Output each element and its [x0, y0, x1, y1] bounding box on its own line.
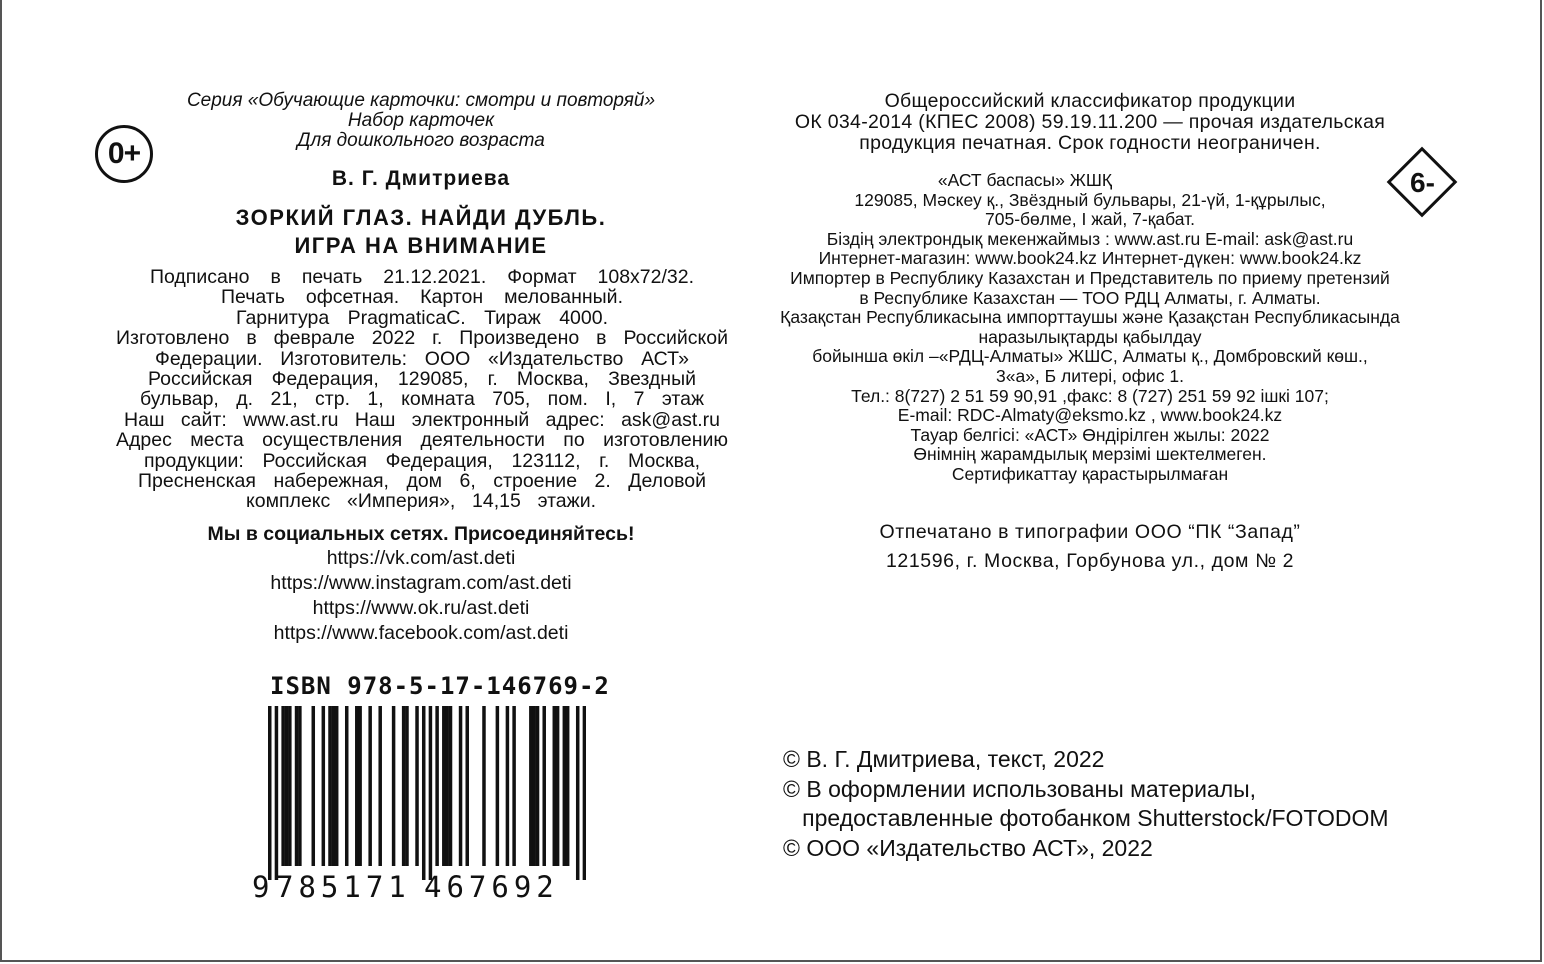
barcode-bar: [332, 706, 336, 866]
imprint-line: продукции: Российская Федерация, 123112, г. Москва,: [144, 449, 700, 472]
barcode-bar: [345, 706, 349, 866]
social-link-vk[interactable]: https://vk.com/ast.deti: [326, 547, 516, 569]
copyright-line: © ООО «Издательство АСТ», 2022: [783, 834, 1153, 861]
printer-line: Отпечатано в типографии ООО “ПК “Запад”: [879, 521, 1301, 543]
kz-line: Біздің электрондық мекенжаймыз : www.ast.ru E-mail: ask@ast.ru: [826, 228, 1354, 249]
imprint-line: Наш сайт: www.ast.ru Наш электронный адрес: ask@ast.ru: [124, 408, 720, 431]
social-heading: Мы в социальных сетях. Присоединяйтесь!: [207, 523, 635, 545]
series-block: [90, 91, 752, 151]
printer-line: 121596, г. Москва, Горбунова ул., дом № 2: [885, 550, 1295, 572]
imprint-line: Российская Федерация, 129085, г. Москва, Звездный: [148, 368, 696, 391]
barcode-bar: [402, 706, 406, 866]
classifier-line: Общероссийский классификатор продукции: [884, 90, 1296, 112]
imprint-line: Печать офсетная. Картон мелованный.: [221, 286, 623, 309]
age-rating-label: 0+: [107, 137, 141, 170]
imprint-line: комплекс «Империя», 14,15 этажи.: [246, 490, 596, 513]
barcode-bar: [298, 706, 302, 866]
barcode-bar: [459, 706, 463, 866]
barcode-bar: [553, 706, 557, 866]
barcode-bar: [556, 706, 560, 866]
copyright-block: [783, 745, 1389, 863]
barcode-bar: [512, 706, 516, 866]
barcode-bar: [328, 706, 332, 866]
barcode-bar: [529, 706, 533, 866]
ean13-barcode: [268, 706, 586, 880]
barcode-guard-bar: [583, 706, 586, 880]
barcode-bar: [335, 706, 339, 866]
barcode-bar: [536, 706, 540, 866]
copyright-line: © В. Г. Дмитриева, текст, 2022: [783, 746, 1105, 772]
kz-line: Тел.: 8(727) 2 51 59 90,91 ,факс: 8 (727) 251 59 92 ішкі 107;: [851, 385, 1329, 406]
barcode-guard-bar: [429, 706, 433, 880]
kz-line: Тауар белгісі: «АСТ» Өндірілген жылы: 2022: [910, 424, 1270, 445]
barcode-bar: [285, 706, 289, 866]
series-line: Набор карточек: [347, 110, 495, 131]
barcode-bar: [563, 706, 567, 866]
kz-line: 705-бөлме, I жай, 7-қабат.: [985, 209, 1195, 230]
age-rating-label: 6-: [1410, 166, 1435, 198]
copyright-line: предоставленные фотобанком Shutterstock/FOTODOM: [783, 805, 1389, 831]
kz-line: Өнімнің жарамдылық мерзімі шектелмеген.: [913, 444, 1267, 465]
author-name: В. Г. Дмитриева: [331, 167, 511, 190]
barcode-guard-bar: [268, 706, 272, 880]
barcode-bar: [445, 706, 449, 866]
barcode-bar: [435, 706, 439, 866]
barcode-bar: [358, 706, 362, 866]
barcode-bar: [405, 706, 409, 866]
title-line: ИГРА НА ВНИМАНИЕ: [294, 233, 548, 258]
kz-importer-block: [740, 171, 1440, 485]
kz-line: Импортер в Республику Казахстан и Представитель по приему претензий: [790, 267, 1390, 288]
barcode-bar: [415, 706, 419, 866]
kz-line: наразылықтарды қабылдау: [978, 326, 1202, 347]
copyright-line: © В оформлении использованы материалы,: [783, 775, 1257, 802]
barcode-right-group: 467692: [424, 870, 559, 904]
kz-line: Интернет-магазин: www.book24.kz Интернет-дүкен: www.book24.kz: [818, 248, 1362, 269]
barcode-first-digit: 9: [252, 870, 275, 904]
barcode-bar: [442, 706, 446, 866]
barcode-bar: [312, 706, 316, 866]
classifier-line: ОК 034-2014 (КПЕС 2008) 59.19.11.200 — прочая издательская: [794, 111, 1386, 133]
title-line: ЗОРКИЙ ГЛАЗ. НАЙДИ ДУБЛЬ.: [235, 205, 607, 230]
barcode-bar: [566, 706, 570, 866]
kz-line: 129085, Мәскеу қ., Звёздный бульвары, 21-үй, 1-құрылыс,: [854, 189, 1326, 210]
imprint-line: Подписано в печать 21.12.2021. Формат 108х72/32.: [150, 266, 694, 288]
barcode-bar: [542, 706, 546, 866]
barcode-guard-bar: [275, 706, 279, 880]
imprint-line: бульвар, д. 21, стр. 1, комната 705, пом. I, 7 этаж: [140, 388, 704, 411]
imprint-block: [116, 267, 728, 512]
barcode-guard-bar: [576, 706, 580, 880]
barcode-bar: [465, 706, 469, 866]
barcode-bar: [322, 706, 326, 866]
social-link-instagram[interactable]: https://www.instagram.com/ast.deti: [270, 572, 572, 594]
kz-line: Қазақстан Республикасына импорттаушы және Қазақстан Республикасында: [780, 307, 1400, 328]
barcode-bar: [368, 706, 372, 866]
book-title: [90, 204, 752, 260]
social-link-facebook[interactable]: https://www.facebook.com/ast.deti: [273, 622, 569, 644]
imprint-line: Изготовлено в феврале 2022 г. Произведено в Российской: [116, 327, 728, 350]
kz-line: E-mail: RDC-Almaty@eksmo.kz , www.book24.kz: [897, 405, 1283, 426]
barcode-bar: [295, 706, 299, 866]
imprint-line: Гарнитура PragmaticaC. Тираж 4000.: [236, 306, 608, 329]
barcode-bar: [392, 706, 396, 866]
barcode-guard-bar: [422, 706, 426, 880]
barcode-bar: [378, 706, 382, 866]
printer-block: [780, 518, 1400, 576]
barcode-bar: [496, 706, 500, 866]
isbn-label: ISBN 978-5-17-146769-2: [270, 672, 610, 700]
barcode-bar: [482, 706, 486, 866]
kz-line: бойынша өкіл –«РДЦ-Алматы» ЖШС, Алматы қ., Домбровский көш.,: [812, 346, 1368, 367]
barcode-bar: [288, 706, 292, 866]
barcode-bar: [449, 706, 453, 866]
social-links: [90, 546, 752, 646]
social-link-ok[interactable]: https://www.ok.ru/ast.deti: [312, 597, 530, 619]
kz-line: Сертификаттау қарастырылмаған: [951, 463, 1229, 484]
classifier-line: продукция печатная. Срок годности неограничен.: [859, 132, 1321, 154]
imprint-line: Адрес места осуществления деятельности по изготовлению: [116, 429, 728, 452]
classifier-block: [740, 91, 1440, 154]
imprint-line: Пресненская набережная, дом 6, строение 2. Деловой: [138, 470, 706, 493]
barcode-bar: [506, 706, 510, 866]
barcode-bar: [355, 706, 359, 866]
kz-line: 3«а», Б литері, офис 1.: [996, 365, 1184, 386]
kz-line: «АСТ баспасы» ЖШҚ: [937, 170, 1113, 190]
imprint-line: Федерации. Изготовитель: ООО «Издательство АСТ»: [155, 347, 689, 370]
barcode-bar: [281, 706, 285, 866]
kz-line: в Республике Казахстан — ТОО РДЦ Алматы, г. Алматы.: [859, 287, 1321, 308]
barcode-left-group: 785171: [276, 870, 411, 904]
barcode-bar: [532, 706, 536, 866]
series-line: Для дошкольного возраста: [297, 130, 545, 151]
series-line: Серия «Обучающие карточки: смотри и повторяй»: [186, 90, 656, 111]
